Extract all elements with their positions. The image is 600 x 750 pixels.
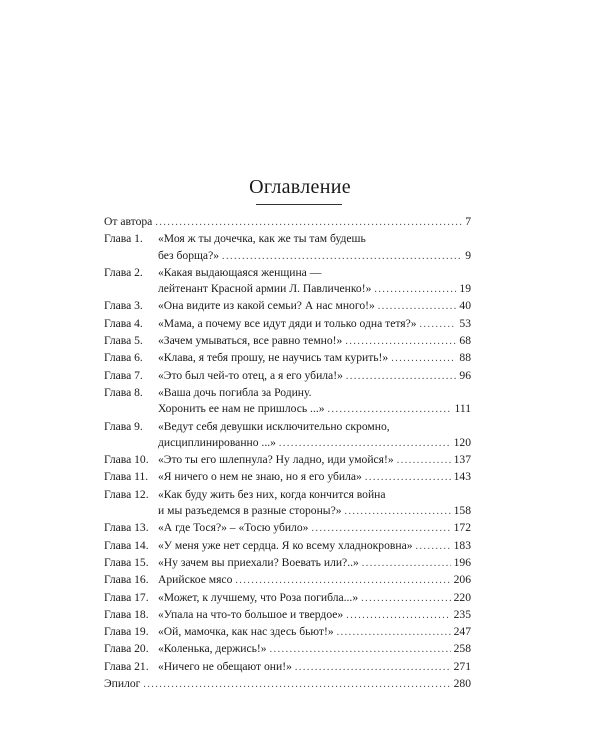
- entry-title-line: «Ой, мамочка, как нас здесь бьют!»: [158, 625, 334, 639]
- entry-last-line: [158, 607, 471, 624]
- toc-entry[interactable]: [104, 368, 471, 385]
- entry-title-line: «Моя ж ты дочечка, как же ты там будешь: [158, 232, 366, 246]
- chapter-label: Глава 7.: [104, 368, 143, 382]
- entry-title-line: «Ведут себя девушки исключительно скромно,: [158, 419, 390, 433]
- chapter-label: Глава 3.: [104, 299, 143, 313]
- page-number: 271: [453, 659, 471, 673]
- entry-body: [158, 538, 471, 555]
- page-number: 88: [459, 351, 471, 365]
- entry-title-line: «Ну зачем вы приехали? Воевать или?..»: [158, 555, 359, 569]
- chapter-label: Глава 21.: [104, 659, 149, 673]
- page-title: Оглавление: [249, 176, 351, 198]
- entry-title-line: «Мама, а почему все идут дяди и только одна тетя?»: [158, 316, 417, 330]
- page-number: 19: [459, 282, 471, 296]
- chapter-label: Глава 2.: [104, 265, 143, 279]
- entry-title-line: без борща?»: [158, 248, 220, 262]
- table-of-contents: [104, 214, 471, 693]
- page-number: 68: [459, 334, 471, 348]
- entry-title-line: «А где Тося?» – «Тосю убило»: [158, 521, 309, 535]
- chapter-label: Глава 19.: [104, 625, 149, 639]
- chapter-label: Глава 20.: [104, 642, 149, 656]
- toc-entry[interactable]: [104, 659, 471, 676]
- entry-last-line: [104, 214, 471, 231]
- entry-last-line: [104, 676, 471, 693]
- entry-title-line: «Клава, я тебя прошу, не научись там курить!»: [158, 351, 389, 365]
- entry-body: [158, 298, 471, 315]
- entry-last-line: [158, 333, 471, 350]
- entry-last-line: [158, 538, 471, 555]
- dot-leader: [374, 282, 456, 298]
- toc-entry[interactable]: [104, 469, 471, 486]
- toc-entry[interactable]: [104, 231, 471, 265]
- dot-leader: [143, 677, 450, 693]
- chapter-label: Глава 16.: [104, 573, 149, 587]
- page-number: 7: [465, 215, 471, 228]
- entry-last-line: [158, 469, 471, 486]
- entry-last-line: [158, 281, 471, 298]
- entry-title-line: «Это ты его шлепнула? Ну ладно, иди умойся!»: [158, 453, 394, 467]
- chapter-label: Глава 15.: [104, 555, 149, 569]
- entry-last-line: [158, 555, 471, 572]
- toc-entry[interactable]: [104, 676, 471, 693]
- page-number: 206: [453, 573, 471, 587]
- chapter-label: Глава 9.: [104, 419, 143, 433]
- entry-body: [158, 520, 471, 537]
- entry-last-line: [158, 503, 471, 520]
- entry-title-line: «Я ничего о нем не знаю, но я его убила»: [158, 470, 362, 484]
- entry-title-line: Хоронить ее нам не пришлось ...»: [158, 402, 325, 416]
- entry-body: [158, 385, 471, 419]
- entry-title-line: и мы разъедемся в разные стороны?»: [158, 504, 342, 518]
- toc-entry[interactable]: [104, 538, 471, 555]
- dot-leader: [397, 453, 451, 469]
- entry-body: [158, 572, 471, 589]
- page-number: 220: [453, 590, 471, 604]
- entry-last-line: [158, 316, 471, 333]
- toc-entry[interactable]: [104, 298, 471, 315]
- chapter-label: Глава 10.: [104, 453, 149, 467]
- page-number: 9: [465, 248, 471, 262]
- toc-entry[interactable]: [104, 520, 471, 537]
- entry-body: [158, 607, 471, 624]
- dot-leader: [378, 299, 457, 315]
- dot-leader: [345, 334, 456, 350]
- page-number: 40: [459, 299, 471, 313]
- page-number: 258: [453, 642, 471, 656]
- entry-title-line: «Она видите из какой семьи? А нас много!»: [158, 299, 375, 313]
- page-number: 235: [453, 607, 471, 621]
- chapter-label: Глава 4.: [104, 316, 143, 330]
- chapter-label: Глава 6.: [104, 351, 143, 365]
- entry-last-line: [158, 298, 471, 315]
- dot-leader: [311, 521, 450, 537]
- entry-body: [158, 624, 471, 641]
- entry-last-line: [158, 590, 471, 607]
- entry-title-line: «У меня уже нет сердца. Я ко всему хладнокровна»: [158, 538, 413, 552]
- chapter-label: Глава 14.: [104, 538, 149, 552]
- toc-entry[interactable]: [104, 452, 471, 469]
- entry-last-line: [158, 452, 471, 469]
- entry-body: [158, 555, 471, 572]
- entry-last-line: [158, 435, 471, 452]
- dot-leader: [328, 402, 452, 418]
- page-number: 172: [453, 521, 471, 535]
- entry-title-line: «Ничего не обещают они!»: [158, 659, 292, 673]
- toc-entry[interactable]: [104, 641, 471, 658]
- page-number: 137: [453, 453, 471, 467]
- entry-body: [158, 231, 471, 265]
- toc-entry[interactable]: [104, 419, 471, 453]
- dot-leader: [391, 351, 456, 367]
- toc-entry[interactable]: [104, 590, 471, 607]
- toc-entry[interactable]: [104, 385, 471, 419]
- dot-leader: [362, 556, 451, 572]
- toc-entry[interactable]: [104, 555, 471, 572]
- entry-body: [104, 214, 471, 231]
- entry-body: [158, 333, 471, 350]
- entry-body: [158, 316, 471, 333]
- entry-body: [158, 350, 471, 367]
- entry-title-line: лейтенант Красной армии Л. Павличенко!»: [158, 282, 372, 296]
- entry-body: [158, 452, 471, 469]
- chapter-label: Глава 11.: [104, 470, 149, 484]
- entry-title-line: Арийское мясо: [158, 573, 233, 587]
- page-number: 158: [453, 504, 471, 518]
- entry-last-line: [158, 368, 471, 385]
- entry-last-line: [158, 401, 471, 418]
- entry-title-line: От автора: [104, 215, 153, 228]
- entry-body: [158, 469, 471, 486]
- entry-title-line: «Коленька, держись!»: [158, 642, 267, 656]
- toc-entry[interactable]: [104, 572, 471, 589]
- entry-title-line: «Как буду жить без них, когда кончится война: [158, 487, 386, 501]
- page-number: 143: [453, 470, 471, 484]
- entry-body: [158, 487, 471, 521]
- page-number: 183: [453, 538, 471, 552]
- toc-entry[interactable]: [104, 316, 471, 333]
- entry-body: [158, 590, 471, 607]
- page-number: 196: [453, 555, 471, 569]
- toc-entry[interactable]: [104, 607, 471, 624]
- page-number: 247: [453, 625, 471, 639]
- entry-title-line: Эпилог: [104, 677, 141, 691]
- entry-title-line: «Может, к лучшему, что Роза погибла...»: [158, 590, 359, 604]
- dot-leader: [416, 539, 451, 555]
- chapter-label: Глава 17.: [104, 590, 149, 604]
- dot-leader: [346, 608, 450, 624]
- entry-body: [104, 676, 471, 693]
- dot-leader: [346, 369, 457, 385]
- page-number: 111: [454, 402, 471, 416]
- title-divider: [256, 204, 342, 205]
- chapter-label: Глава 13.: [104, 521, 149, 535]
- entry-last-line: [158, 624, 471, 641]
- dot-leader: [345, 504, 451, 520]
- entry-body: [158, 641, 471, 658]
- entry-title-line: «Упала на что-то большое и твердое»: [158, 607, 344, 621]
- page-number: 280: [453, 677, 471, 691]
- entry-body: [158, 265, 471, 299]
- chapter-label: Глава 1.: [104, 232, 143, 246]
- entry-title-line: «Это был чей-то отец, а я его убила!»: [158, 368, 343, 382]
- chapter-label: Глава 18.: [104, 607, 149, 621]
- toc-entry[interactable]: [104, 624, 471, 641]
- toc-entry[interactable]: [104, 333, 471, 350]
- toc-entry[interactable]: [104, 487, 471, 521]
- dot-leader: [361, 591, 450, 607]
- entry-last-line: [158, 641, 471, 658]
- toc-entry[interactable]: [104, 350, 471, 367]
- dot-leader: [365, 470, 451, 486]
- entry-last-line: [158, 248, 471, 265]
- entry-body: [158, 368, 471, 385]
- page-number: 120: [453, 435, 471, 449]
- entry-body: [158, 419, 471, 453]
- entry-last-line: [158, 520, 471, 537]
- page-number: 96: [459, 368, 471, 382]
- entry-title-line: «Ваша дочь погибла за Родину.: [158, 385, 312, 399]
- dot-leader: [270, 642, 451, 658]
- dot-leader: [420, 317, 457, 333]
- dot-leader: [155, 215, 462, 231]
- dot-leader: [295, 660, 451, 676]
- entry-last-line: [158, 350, 471, 367]
- dot-leader: [235, 573, 450, 589]
- chapter-label: Глава 12.: [104, 487, 149, 501]
- entry-last-line: [158, 572, 471, 589]
- toc-entry[interactable]: [104, 265, 471, 299]
- entry-title-line: «Зачем умываться, все равно темно!»: [158, 334, 343, 348]
- dot-leader: [337, 625, 451, 641]
- toc-entry[interactable]: [104, 214, 471, 231]
- dot-leader: [222, 249, 462, 265]
- chapter-label: Глава 5.: [104, 334, 143, 348]
- chapter-label: Глава 8.: [104, 385, 143, 399]
- page-number: 53: [459, 316, 471, 330]
- entry-title-line: «Какая выдающаяся женщина —: [158, 265, 322, 279]
- entry-body: [158, 659, 471, 676]
- entry-title-line: дисциплинированно ...»: [158, 435, 276, 449]
- entry-last-line: [158, 659, 471, 676]
- dot-leader: [279, 436, 451, 452]
